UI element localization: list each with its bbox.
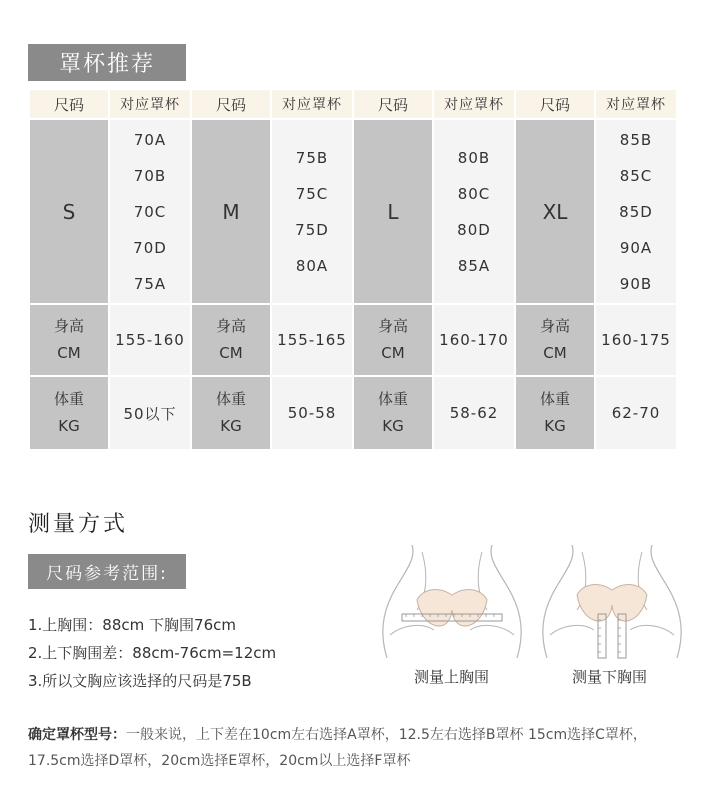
table-header-row xyxy=(29,89,677,119)
lower-bust-caption: 测量下胸围 xyxy=(572,668,648,686)
weight-row xyxy=(29,376,677,450)
cup-value: 70B xyxy=(133,166,167,185)
cup-value: 90A xyxy=(619,238,653,257)
cup-value: 80C xyxy=(457,184,491,203)
weight-label: 体重 KG xyxy=(29,376,109,450)
size-s: S xyxy=(29,119,109,304)
weight-label: 体重 KG xyxy=(353,376,433,450)
cup-value: 70C xyxy=(133,202,167,221)
cup-value: 85C xyxy=(619,166,653,185)
measurement-line: 1.上胸围：88cm 下胸围76cm xyxy=(28,616,236,634)
cup-value: 85D xyxy=(619,202,653,221)
cup-value: 80B xyxy=(457,148,491,167)
cup-value: 70D xyxy=(133,238,167,257)
upper-bust-caption: 测量上胸围 xyxy=(414,668,490,686)
weight-label: 体重 KG xyxy=(515,376,595,450)
cup-value: 75C xyxy=(295,184,329,203)
cup-column-header: 对应罩杯 xyxy=(433,89,515,119)
cup-value: 85A xyxy=(457,256,491,275)
size-column-header: 尺码 xyxy=(515,89,595,119)
cups-l xyxy=(433,119,515,304)
cup-value: 70A xyxy=(133,130,167,149)
cup-column-header: 对应罩杯 xyxy=(109,89,191,119)
weight-value: 50以下 xyxy=(109,376,191,450)
size-chart-table xyxy=(28,88,678,451)
size-l: L xyxy=(353,119,433,304)
size-m: M xyxy=(191,119,271,304)
height-value: 155-160 xyxy=(109,304,191,376)
size-range-badge: 尺码参考范围: xyxy=(28,554,186,589)
cup-column-header: 对应罩杯 xyxy=(271,89,353,119)
cups-s xyxy=(109,119,191,304)
cup-recommendation-banner: 罩杯推荐 xyxy=(28,44,186,81)
upper-bust-illustration xyxy=(372,540,532,662)
height-value: 160-170 xyxy=(433,304,515,376)
height-row xyxy=(29,304,677,376)
weight-value: 62-70 xyxy=(595,376,677,450)
size-column-header: 尺码 xyxy=(191,89,271,119)
cup-column-header: 对应罩杯 xyxy=(595,89,677,119)
height-label: 身高 CM xyxy=(191,304,271,376)
cups-m xyxy=(271,119,353,304)
measurement-method-title: 测量方式 xyxy=(28,512,129,537)
cup-value: 75D xyxy=(295,220,329,239)
measurement-example xyxy=(28,611,276,695)
cup-value: 75B xyxy=(295,148,329,167)
lower-bust-illustration xyxy=(532,540,692,662)
measurement-line: 2.上下胸围差：88cm-76cm=12cm xyxy=(28,644,277,662)
cup-rule-body: 一般来说，上下差在10cm左右选择A罩杯，12.5左右选择B罩杯 15cm选择C罩杯，17.5cm选择D罩杯，20cm选择E罩杯，20cm以上选择F罩杯 xyxy=(28,727,647,769)
size-cup-row xyxy=(29,119,677,304)
height-label: 身高 CM xyxy=(29,304,109,376)
size-xl: XL xyxy=(515,119,595,304)
cup-value: 85B xyxy=(619,130,653,149)
cup-value: 80A xyxy=(295,256,329,275)
height-label: 身高 CM xyxy=(353,304,433,376)
cup-value: 75A xyxy=(133,274,167,293)
measurement-line: 3.所以文胸应该选择的尺码是75B xyxy=(28,672,252,690)
weight-value: 50-58 xyxy=(271,376,353,450)
size-column-header: 尺码 xyxy=(353,89,433,119)
cup-value: 90B xyxy=(619,274,653,293)
height-label: 身高 CM xyxy=(515,304,595,376)
weight-label: 体重 KG xyxy=(191,376,271,450)
height-value: 160-175 xyxy=(595,304,677,376)
cup-value: 80D xyxy=(457,220,491,239)
cups-xl xyxy=(595,119,677,304)
cup-rule-lead: 确定罩杯型号： xyxy=(28,727,126,743)
size-column-header: 尺码 xyxy=(29,89,109,119)
cup-rule-text xyxy=(28,722,688,774)
weight-value: 58-62 xyxy=(433,376,515,450)
height-value: 155-165 xyxy=(271,304,353,376)
